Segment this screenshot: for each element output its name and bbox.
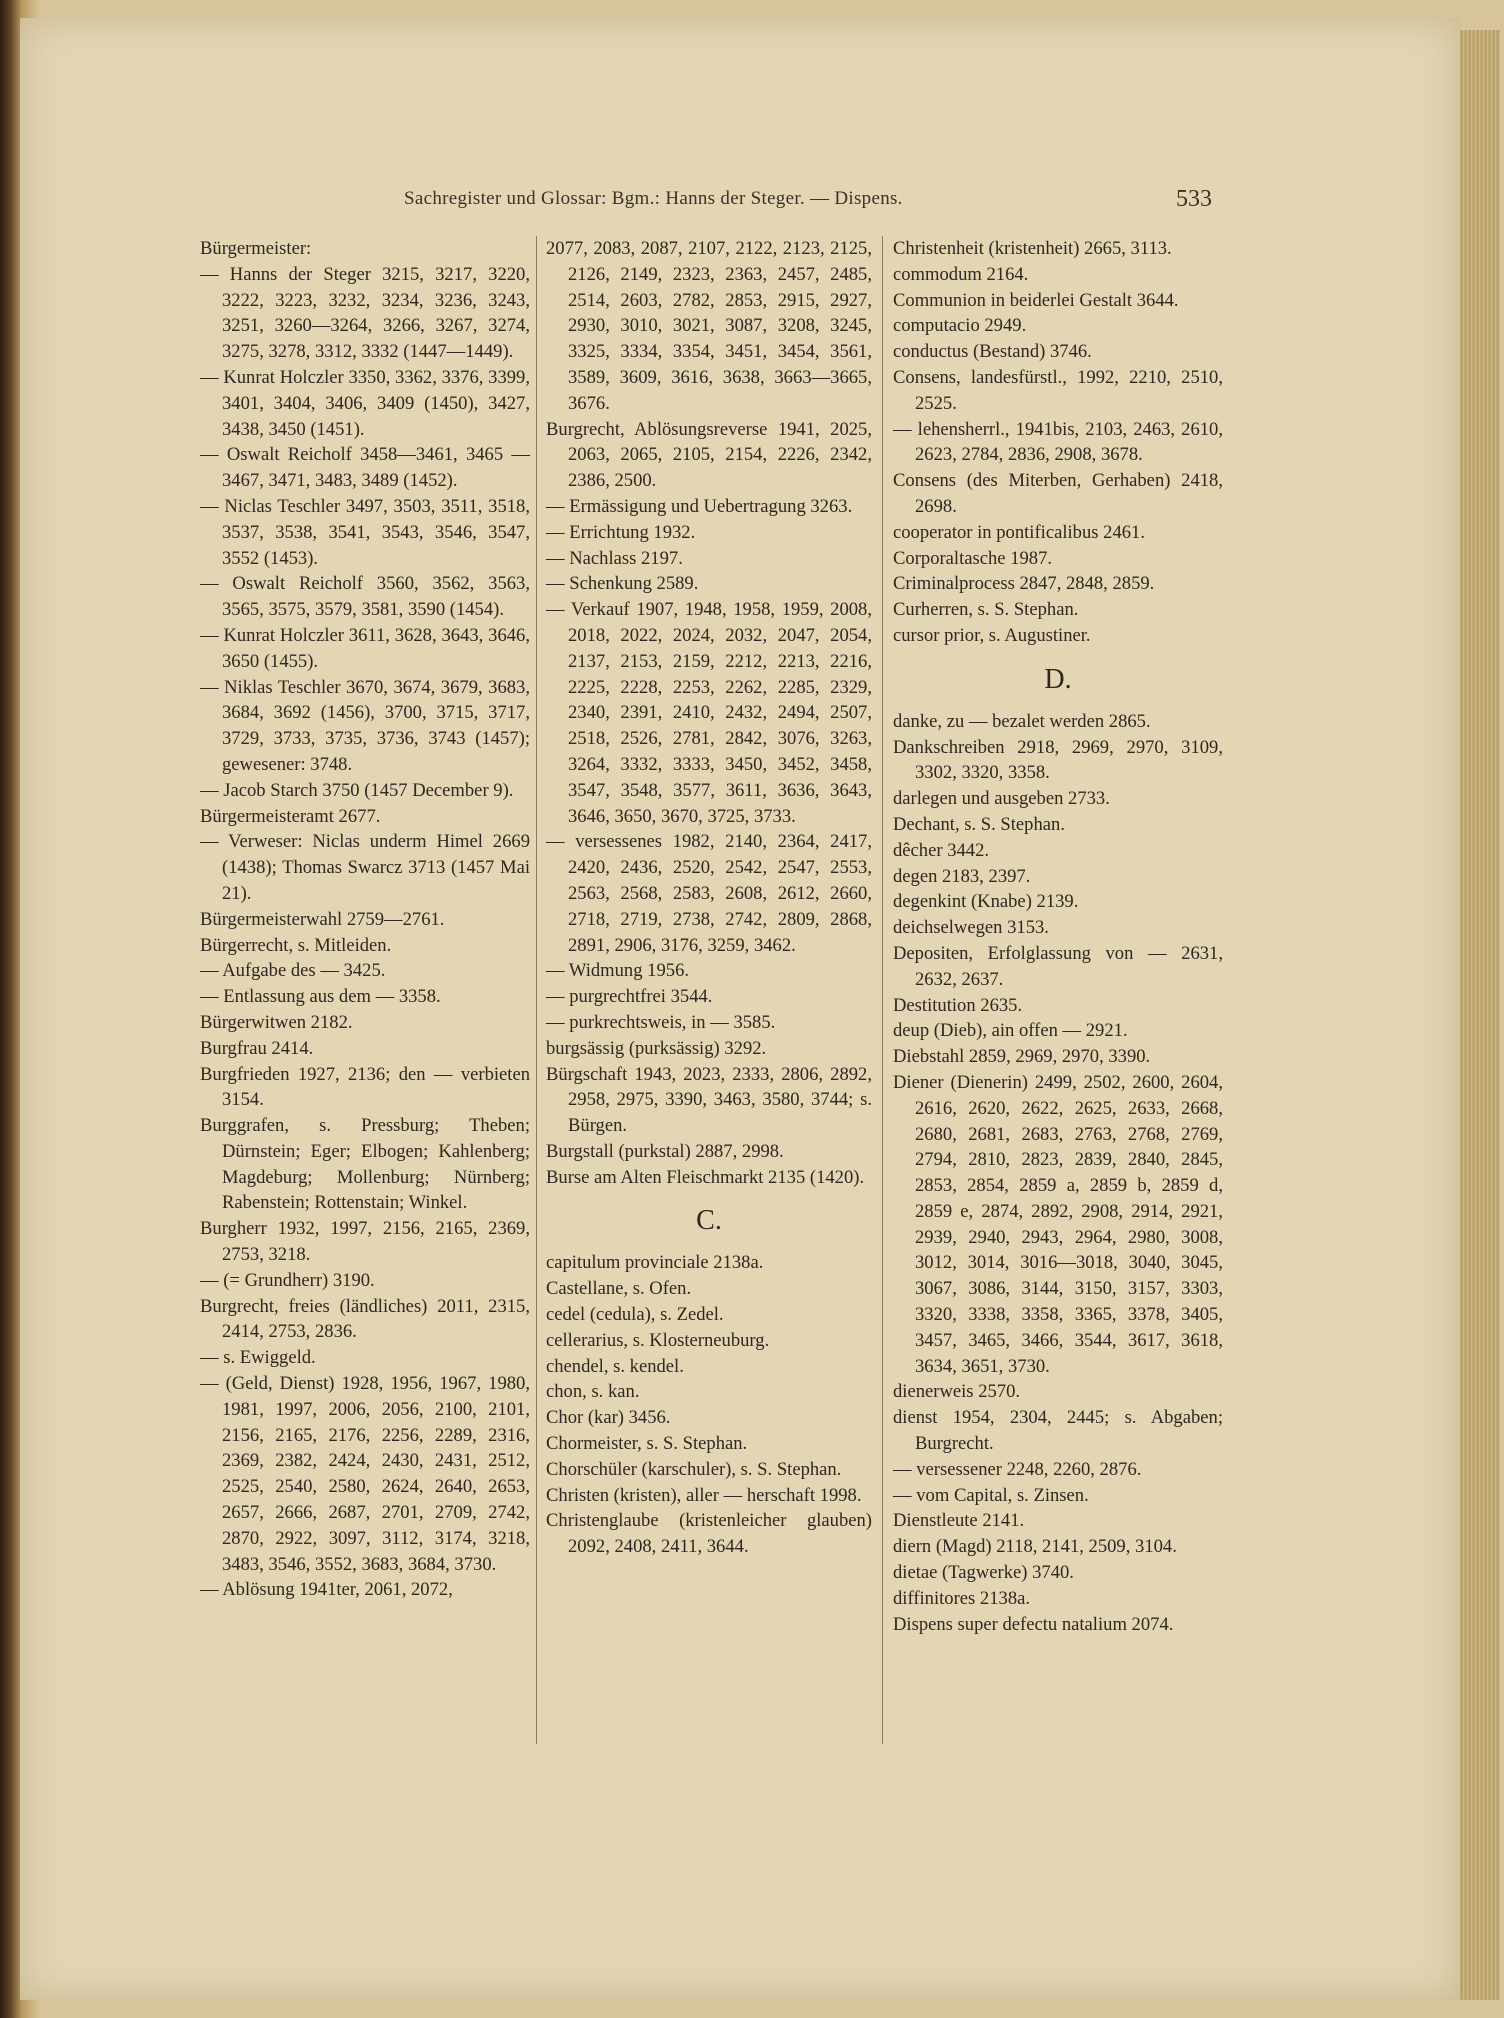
index-entry: commodum 2164. bbox=[893, 263, 1029, 285]
index-entry: dienerweis 2570. bbox=[893, 1381, 1021, 1403]
index-entry: cellerarius, s. Klosterneuburg. bbox=[546, 1329, 770, 1351]
index-entry: deup (Dieb), ain offen — 2921. bbox=[893, 1020, 1128, 1042]
index-entry: 2077, 2083, 2087, 2107, 2122, 2123, 2125, 2126, 2149, 2323, 2363, 2457, 2485, 2514, 2603, 2782, 2853, 2915, 2927, 2930, 3010, 3021, 3087, 3208, 3245, 3325, 3334, 3354, 3451, 3454, 3561, 3589, 3609, 3616, 3638, 3663—3665, 3676. bbox=[546, 238, 872, 414]
index-entry: — Widmung 1956. bbox=[546, 960, 690, 982]
index-entry: capitulum provinciale 2138a. bbox=[546, 1252, 764, 1274]
index-entry: Depositen, Erfolglassung von — 2631, 2632, 2637. bbox=[893, 942, 1223, 990]
index-entry: Communion in beiderlei Gestalt 3644. bbox=[893, 289, 1179, 311]
index-entry: Burgrecht, freies (ländliches) 2011, 2315, 2414, 2753, 2836. bbox=[200, 1295, 530, 1343]
index-entry: chendel, s. kendel. bbox=[546, 1355, 684, 1377]
index-entry: Bürgerrecht, s. Mitleiden. bbox=[200, 934, 392, 956]
index-entry: dienst 1954, 2304, 2445; s. Abgaben; Burgrecht. bbox=[893, 1407, 1223, 1455]
index-entry: Curherren, s. S. Stephan. bbox=[893, 599, 1079, 621]
index-entry: chon, s. kan. bbox=[546, 1381, 640, 1403]
index-entry: Burse am Alten Fleischmarkt 2135 (1420). bbox=[546, 1166, 865, 1188]
index-entry: cursor prior, s. Augustiner. bbox=[893, 624, 1091, 646]
index-entry: Dechant, s. S. Stephan. bbox=[893, 813, 1065, 835]
index-entry: degen 2183, 2397. bbox=[893, 865, 1031, 887]
index-entry: Bürgermeisterwahl 2759—2761. bbox=[200, 908, 445, 930]
index-entry: Consens (des Miterben, Gerhaben) 2418, 2698. bbox=[893, 470, 1223, 517]
index-entry: Burgfrieden 1927, 2136; den — verbieten 3154. bbox=[200, 1063, 530, 1111]
index-entry: — (= Grundherr) 3190. bbox=[200, 1269, 375, 1291]
index-entry: — purkrechtsweis, in — 3585. bbox=[546, 1011, 776, 1033]
index-entry: degenkint (Knabe) 2139. bbox=[893, 891, 1079, 913]
column-rule-2 bbox=[882, 236, 883, 1744]
index-entry: — Hanns der Steger 3215, 3217, 3220, 3222, 3223, 3232, 3234, 3236, 3243, 3251, 3260—3264, 3266, 3267, 3274, 3275, 3278, 3312, 3332 (1447—1449). bbox=[200, 263, 530, 363]
column-rule-1 bbox=[536, 236, 537, 1744]
index-entry: — Jacob Starch 3750 (1457 December 9). bbox=[200, 779, 514, 801]
index-entry: — Verweser: Niclas underm Himel 2669 (1438); Thomas Swarcz 3713 (1457 Mai 21). bbox=[200, 831, 530, 904]
index-entry: — Aufgabe des — 3425. bbox=[200, 960, 386, 982]
index-entry: Burgstall (purkstal) 2887, 2998. bbox=[546, 1140, 784, 1162]
running-header: Sachregister und Glossar: Bgm.: Hanns der Steger. — Dispens. bbox=[404, 188, 903, 209]
index-entry: Dienstleute 2141. bbox=[893, 1510, 1025, 1532]
index-entry: — purgrechtfrei 3544. bbox=[546, 986, 713, 1008]
index-entry: Dankschreiben 2918, 2969, 2970, 3109, 3302, 3320, 3358. bbox=[893, 736, 1223, 784]
index-entry: — Oswalt Reicholf 3560, 3562, 3563, 3565, 3575, 3579, 3581, 3590 (1454). bbox=[200, 573, 530, 621]
index-entry: — s. Ewiggeld. bbox=[200, 1347, 316, 1369]
index-entry: Destitution 2635. bbox=[893, 994, 1023, 1016]
index-entry: — versessener 2248, 2260, 2876. bbox=[893, 1458, 1142, 1480]
index-entry: — Nachlass 2197. bbox=[546, 547, 683, 569]
index-entry: Criminalprocess 2847, 2848, 2859. bbox=[893, 573, 1155, 595]
index-entry: Bürgermeister: bbox=[200, 238, 312, 259]
index-entry: Castellane, s. Ofen. bbox=[546, 1278, 692, 1300]
index-entry: cooperator in pontificalibus 2461. bbox=[893, 521, 1145, 543]
index-entry: Diener (Dienerin) 2499, 2502, 2600, 2604, 2616, 2620, 2622, 2625, 2633, 2668, 2680, 2681, 2683, 2763, 2768, 2769, 2794, 2810, 2823, 2839, 2840, 2845, 2853, 2854, 2859 a, 2859 b, 2859 d, 2859 e, 2874, 2892, 2908, 2914, 2921, 2939, 2940, 2943, 2964, 2980, 3008, 3012, 3014, 3016—3018, 3040, 3045, 3067, 3086, 3144, 3150, 3157, 3303, 3320, 3338, 3358, 3365, 3378, 3405, 3457, 3465, 3466, 3544, 3617, 3618, 3634, 3651, 3730. bbox=[893, 1071, 1223, 1377]
index-entry: — Errichtung 1932. bbox=[546, 521, 696, 543]
index-entry: — Oswalt Reicholf 3458—3461, 3465 —3467, 3471, 3483, 3489 (1452). bbox=[200, 444, 530, 492]
index-entry: — Niklas Teschler 3670, 3674, 3679, 3683, 3684, 3692 (1456), 3700, 3715, 3717, 3729, 3733, 3735, 3736, 3743 (1457); gewesener: 3748. bbox=[200, 676, 530, 775]
index-entry: — vom Capital, s. Zinsen. bbox=[893, 1484, 1089, 1506]
index-entry: Bürgschaft 1943, 2023, 2333, 2806, 2892, 2958, 2975, 3390, 3463, 3580, 3744; s. Bürgen. bbox=[546, 1063, 872, 1137]
index-entry: — Schenkung 2589. bbox=[546, 573, 699, 595]
index-entry: Burggrafen, s. Pressburg; Theben; Dürnstein; Eger; Elbogen; Kahlenberg; Magdeburg; Mollenburg; Nürnberg; Rabenstein; Rottenstain; Winkel. bbox=[200, 1115, 530, 1214]
index-entry: — Verkauf 1907, 1948, 1958, 1959, 2008, 2018, 2022, 2024, 2032, 2047, 2054, 2137, 2153, 2159, 2212, 2213, 2216, 2225, 2228, 2253, 2262, 2285, 2329, 2340, 2391, 2410, 2432, 2494, 2507, 2518, 2526, 2781, 2842, 3076, 3263, 3264, 3332, 3333, 3450, 3452, 3458, 3547, 3548, 3577, 3611, 3636, 3643, 3646, 3650, 3670, 3725, 3733. bbox=[546, 599, 872, 827]
column-1 bbox=[200, 236, 530, 1603]
index-entry: Dispens super defectu natalium 2074. bbox=[893, 1613, 1174, 1635]
index-entry: — versessenes 1982, 2140, 2364, 2417, 2420, 2436, 2520, 2542, 2547, 2553, 2563, 2568, 2583, 2608, 2612, 2660, 2718, 2719, 2738, 2742, 2809, 2868, 2891, 2906, 3176, 3259, 3462. bbox=[546, 831, 872, 956]
section-letter: C. bbox=[696, 1205, 722, 1237]
index-entry: danke, zu — bezalet werden 2865. bbox=[893, 710, 1151, 732]
index-entry: — Entlassung aus dem — 3358. bbox=[200, 986, 441, 1008]
index-entry: Burgrecht, Ablösungsreverse 1941, 2025, 2063, 2065, 2105, 2154, 2226, 2342, 2386, 2500. bbox=[546, 418, 872, 492]
page-edge-stack bbox=[1460, 30, 1500, 2000]
section-letter: D. bbox=[1044, 663, 1072, 695]
index-entry: cedel (cedula), s. Zedel. bbox=[546, 1304, 724, 1326]
index-entry: Corporaltasche 1987. bbox=[893, 547, 1053, 569]
index-entry: Chormeister, s. S. Stephan. bbox=[546, 1433, 748, 1455]
index-entry: burgsässig (purksässig) 3292. bbox=[546, 1037, 767, 1059]
index-entry: Diebstahl 2859, 2969, 2970, 3390. bbox=[893, 1046, 1151, 1068]
index-entry: — Niclas Teschler 3497, 3503, 3511, 3518, 3537, 3538, 3541, 3543, 3546, 3547, 3552 (1453). bbox=[200, 495, 530, 569]
index-entry: Chorschüler (karschuler), s. S. Stephan. bbox=[546, 1458, 842, 1480]
index-entry: Christen (kristen), aller — herschaft 1998. bbox=[546, 1484, 862, 1506]
index-entry: diffinitores 2138a. bbox=[893, 1587, 1031, 1609]
index-entry: Burgherr 1932, 1997, 2156, 2165, 2369, 2753, 3218. bbox=[200, 1218, 530, 1266]
index-entry: — Ablösung 1941ter, 2061, 2072, bbox=[200, 1579, 453, 1601]
index-entry: Christenheit (kristenheit) 2665, 3113. bbox=[893, 238, 1172, 259]
index-entry: — Kunrat Holczler 3350, 3362, 3376, 3399, 3401, 3404, 3406, 3409 (1450), 3427, 3438, 3450 (1451). bbox=[200, 366, 530, 440]
index-entry: — lehensherrl., 1941bis, 2103, 2463, 2610, 2623, 2784, 2836, 2908, 3678. bbox=[893, 418, 1223, 466]
index-entry: Consens, landesfürstl., 1992, 2210, 2510, 2525. bbox=[893, 366, 1223, 414]
index-entry: darlegen und ausgeben 2733. bbox=[893, 788, 1110, 810]
column-3 bbox=[893, 236, 1223, 1637]
index-entry: Chor (kar) 3456. bbox=[546, 1407, 671, 1429]
index-entry: — Ermässigung und Uebertragung 3263. bbox=[546, 495, 853, 517]
index-entry: deichselwegen 3153. bbox=[893, 917, 1049, 939]
index-entry: — (Geld, Dienst) 1928, 1956, 1967, 1980, 1981, 1997, 2006, 2056, 2100, 2101, 2156, 2165, 2176, 2256, 2289, 2316, 2369, 2382, 2424, 2430, 2431, 2512, 2525, 2540, 2580, 2624, 2640, 2653, 2657, 2666, 2687, 2701, 2709, 2742, 2870, 2922, 3097, 3112, 3174, 3218, 3483, 3546, 3552, 3683, 3684, 3730. bbox=[200, 1373, 530, 1575]
index-entry: Bürgerwitwen 2182. bbox=[200, 1011, 353, 1033]
index-entry: conductus (Bestand) 3746. bbox=[893, 341, 1092, 363]
page-number: 533 bbox=[1176, 186, 1212, 212]
index-entry: diern (Magd) 2118, 2141, 2509, 3104. bbox=[893, 1536, 1177, 1558]
index-entry: Christenglaube (kristenleicher glauben) 2092, 2408, 2411, 3644. bbox=[546, 1510, 872, 1558]
index-entry: dêcher 3442. bbox=[893, 839, 990, 861]
column-2 bbox=[546, 236, 872, 1560]
index-entry: Burgfrau 2414. bbox=[200, 1037, 314, 1059]
index-entry: — Kunrat Holczler 3611, 3628, 3643, 3646, 3650 (1455). bbox=[200, 624, 530, 672]
index-entry: dietae (Tagwerke) 3740. bbox=[893, 1562, 1074, 1584]
index-entry: computacio 2949. bbox=[893, 315, 1027, 337]
index-entry: Bürgermeisteramt 2677. bbox=[200, 805, 381, 827]
